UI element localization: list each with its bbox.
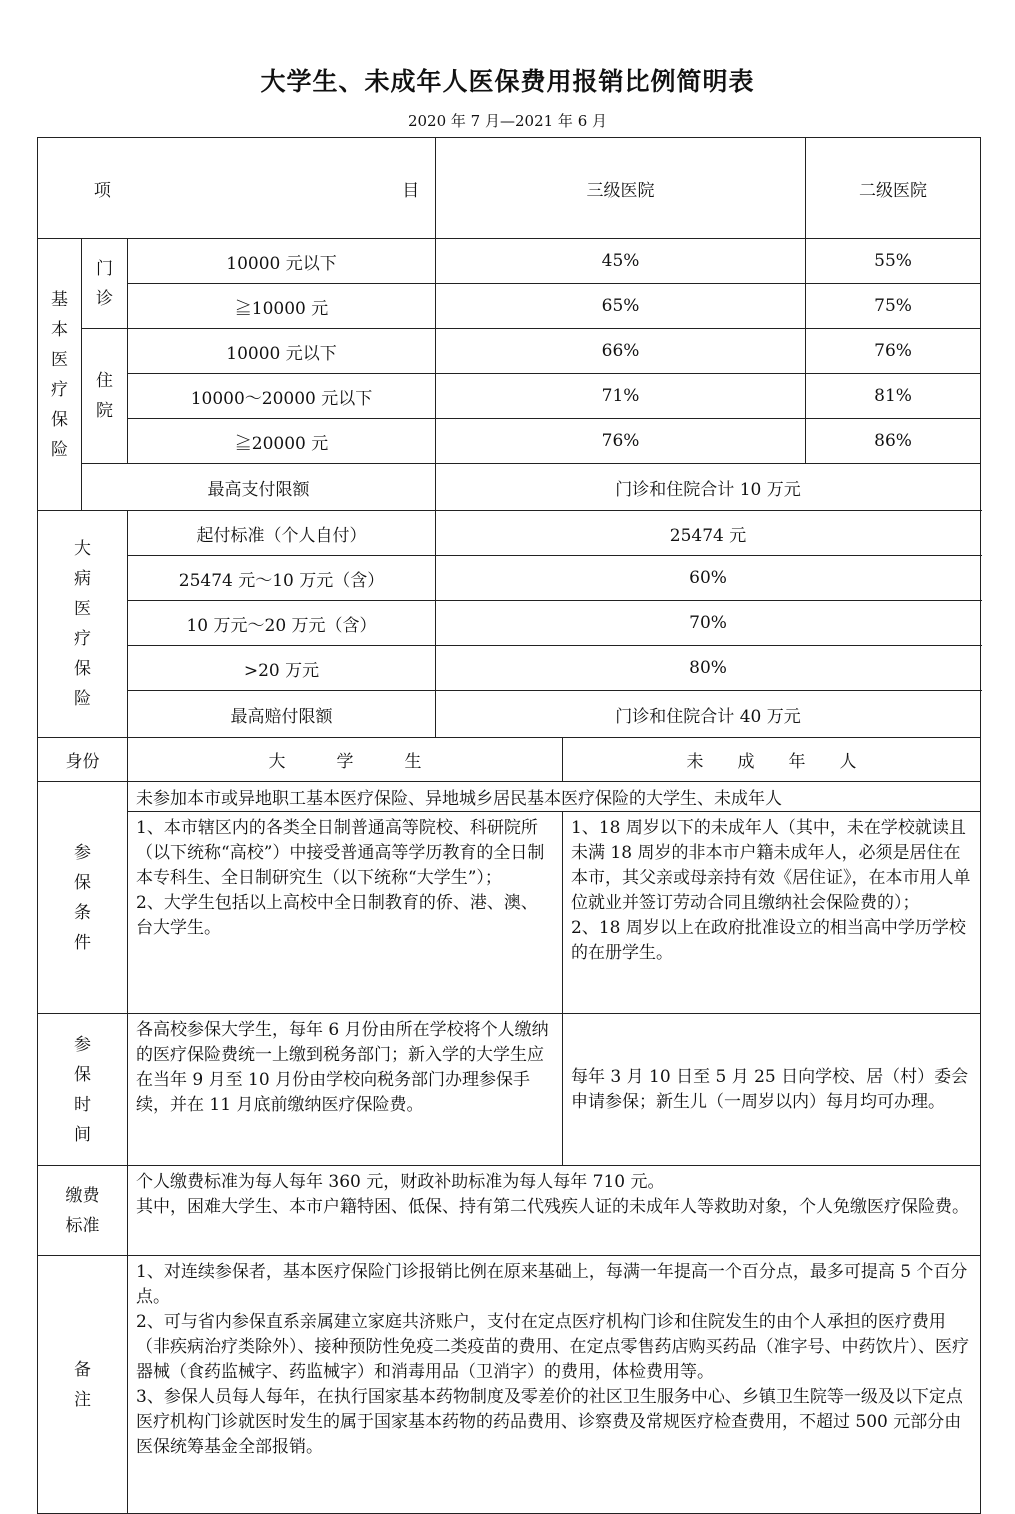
table-row <box>38 1256 981 1514</box>
rate-cell: 71% <box>436 374 806 419</box>
rate-cell: 45% <box>436 239 806 284</box>
reimbursement-table <box>37 137 981 1514</box>
basic-insurance-label: 基 本 医 疗 保 险 <box>38 239 82 511</box>
range-cell: 10000 元以下 <box>128 239 436 284</box>
table-row <box>38 464 981 511</box>
outpatient-label: 门 诊 <box>82 239 128 329</box>
table-row <box>38 646 981 691</box>
max-payment-value: 门诊和住院合计 10 万元 <box>436 464 981 511</box>
fee-text: 个人缴费标准为每人每年 360 元，财政补助标准为每人每年 710 元。 其中，困难大学生、本市户籍特困、低保、持有第二代残疾人证的未成年人等救助对象，个人免缴医疗保险费。 <box>128 1166 981 1256</box>
conditions-label: 参 保 条 件 <box>38 782 128 1014</box>
rate-cell: 70% <box>436 601 981 646</box>
header-item-right: 目 <box>402 180 420 201</box>
table-row <box>38 601 981 646</box>
max-compensation-label: 最高赔付限额 <box>128 691 436 738</box>
table-row <box>38 556 981 601</box>
rate-cell: 55% <box>806 239 981 284</box>
table-row <box>38 511 981 556</box>
rate-cell: 60% <box>436 556 981 601</box>
range-cell: 10000 元以下 <box>128 329 436 374</box>
notes-label: 备 注 <box>38 1256 128 1514</box>
header-level-3: 三级医院 <box>436 138 806 239</box>
header-level-2: 二级医院 <box>806 138 981 239</box>
enroll-time-label: 参 保 时 间 <box>38 1014 128 1166</box>
major-illness-label: 大 病 医 疗 保 险 <box>38 511 128 738</box>
identity-student: 大 学 生 <box>128 738 563 782</box>
table-row <box>38 329 981 374</box>
notes-text: 1、对连续参保者，基本医疗保险门诊报销比例在原来基础上，每满一年提高一个百分点，最多可提高 5 个百分点。 2、可与省内参保直系亲属建立家庭共济账户，支付在定点医疗机构门诊和住院发生的由个人承担的医疗费用（非疾病治疗类除外）、接种预防性免疫二类疫苗的费用、在定点零售药店购买药品（准字号、中药饮片）、医疗器械（食药监械字、药监械字）和消毒用品（卫消字）的费用，体检费用等。 3、参保人员每人每年，在执行国家基本药物制度及零差价的社区卫生服务中心、乡镇卫生院等一级及以下定点医疗机构门诊就医时发生的属于国家基本药物的药品费用、诊察费及常规医疗检查费用，不超过 500 元部分由医保统筹基金全部报销。 <box>128 1256 981 1514</box>
rate-cell: 65% <box>436 284 806 329</box>
page-title: 大学生、未成年人医保费用报销比例简明表 <box>260 67 755 96</box>
range-cell: 起付标准（个人自付） <box>128 511 436 556</box>
table-row <box>38 782 981 812</box>
table-row <box>38 812 981 1014</box>
range-cell: 10000～20000 元以下 <box>128 374 436 419</box>
range-cell: 10 万元～20 万元（含） <box>128 601 436 646</box>
table-row <box>38 239 981 284</box>
inpatient-label: 住 院 <box>82 329 128 464</box>
rate-cell: 25474 元 <box>436 511 981 556</box>
enroll-time-minor: 每年 3 月 10 日至 5 月 25 日向学校、居（村）委会申请参保；新生儿（一周岁以内）每月均可办理。 <box>563 1014 981 1166</box>
header-item-left: 项 <box>93 180 111 201</box>
fee-label: 缴费 标准 <box>38 1166 128 1256</box>
conditions-student: 1、本市辖区内的各类全日制普通高等院校、科研院所（以下统称“高校”）中接受普通高等学历教育的全日制本专科生、全日制研究生（以下统称“大学生”）； 2、大学生包括以上高校中全日制教育的侨、港、澳、台大学生。 <box>128 812 563 1014</box>
table-row <box>38 374 981 419</box>
table-row <box>38 1014 981 1166</box>
table-row <box>38 419 981 464</box>
rate-cell: 80% <box>436 646 981 691</box>
range-cell: ≧20000 元 <box>128 419 436 464</box>
table-row <box>38 691 981 738</box>
conditions-common: 未参加本市或异地职工基本医疗保险、异地城乡居民基本医疗保险的大学生、未成年人 <box>128 782 981 812</box>
rate-cell: 66% <box>436 329 806 374</box>
rate-cell: 86% <box>806 419 981 464</box>
rate-cell: 75% <box>806 284 981 329</box>
table-row <box>38 1166 981 1256</box>
date-range: 2020 年 7 月—2021 年 6 月 <box>407 112 608 130</box>
conditions-minor: 1、18 周岁以下的未成年人（其中，未在学校就读且未满 18 周岁的非本市户籍未成年人，必须是居住在本市，其父亲或母亲持有效《居住证》，在本市用人单位就业并签订劳动合同且缴纳社会保险费的）； 2、18 周岁以上在政府批准设立的相当高中学历学校的在册学生。 <box>563 812 981 1014</box>
rate-cell: 76% <box>806 329 981 374</box>
range-cell: >20 万元 <box>128 646 436 691</box>
table-row <box>38 284 981 329</box>
identity-row <box>38 738 981 782</box>
range-cell: ≧10000 元 <box>128 284 436 329</box>
identity-label: 身份 <box>38 738 128 782</box>
max-compensation-value: 门诊和住院合计 40 万元 <box>436 691 981 738</box>
table-header-row <box>38 138 981 239</box>
range-cell: 25474 元～10 万元（含） <box>128 556 436 601</box>
rate-cell: 81% <box>806 374 981 419</box>
header-item <box>38 138 436 239</box>
enroll-time-student: 各高校参保大学生，每年 6 月份由所在学校将个人缴纳的医疗保险费统一上缴到税务部门；新入学的大学生应在当年 9 月至 10 月份由学校向税务部门办理参保手续，并在 11 月底前缴纳医疗保险费。 <box>128 1014 563 1166</box>
max-payment-label: 最高支付限额 <box>82 464 436 511</box>
identity-minor: 未 成 年 人 <box>563 738 981 782</box>
rate-cell: 76% <box>436 419 806 464</box>
